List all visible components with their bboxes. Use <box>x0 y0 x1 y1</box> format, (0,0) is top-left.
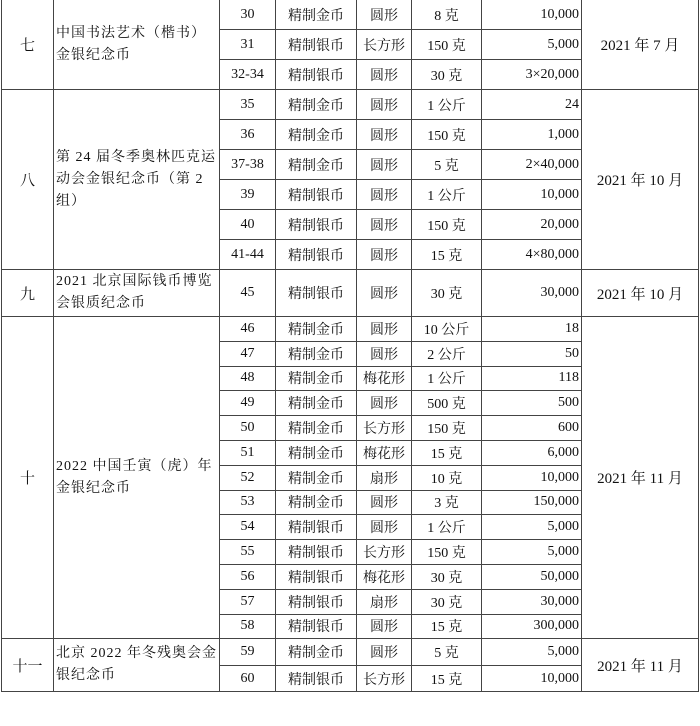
mintage: 1,000 <box>482 120 582 150</box>
coin-quality: 精制金币 <box>276 416 357 441</box>
issue-date: 2021 年 11 月 <box>582 317 699 639</box>
table-row <box>2 317 699 342</box>
issue-date: 2021 年 10 月 <box>582 270 699 317</box>
coin-number: 51 <box>220 440 276 465</box>
coin-shape: 长方形 <box>357 416 412 441</box>
coin-weight: 5 克 <box>412 150 482 180</box>
coin-shape: 圆形 <box>357 317 412 342</box>
table-row <box>2 270 699 317</box>
coin-shape: 圆形 <box>357 490 412 515</box>
coin-number: 55 <box>220 540 276 565</box>
coin-shape: 圆形 <box>357 90 412 120</box>
mintage: 10,000 <box>482 180 582 210</box>
coin-weight: 2 公斤 <box>412 341 482 366</box>
group-number: 七 <box>2 0 54 90</box>
coin-shape: 圆形 <box>357 210 412 240</box>
coin-quality: 精制金币 <box>276 440 357 465</box>
mintage: 18 <box>482 317 582 342</box>
mintage: 118 <box>482 366 582 391</box>
coin-number: 32-34 <box>220 60 276 90</box>
mintage: 50,000 <box>482 564 582 589</box>
mintage: 3×20,000 <box>482 60 582 90</box>
mintage: 5,000 <box>482 639 582 666</box>
coin-number: 53 <box>220 490 276 515</box>
coin-number: 46 <box>220 317 276 342</box>
issue-date: 2021 年 7 月 <box>582 0 699 90</box>
coin-weight: 1 公斤 <box>412 366 482 391</box>
coin-weight: 10 公斤 <box>412 317 482 342</box>
coin-number: 60 <box>220 665 276 692</box>
coin-weight: 3 克 <box>412 490 482 515</box>
mintage: 5,000 <box>482 540 582 565</box>
coin-number: 48 <box>220 366 276 391</box>
coin-weight: 8 克 <box>412 0 482 30</box>
group-number: 九 <box>2 270 54 317</box>
coin-shape: 圆形 <box>357 270 412 317</box>
mintage: 10,000 <box>482 665 582 692</box>
coin-shape: 圆形 <box>357 240 412 270</box>
coin-number: 57 <box>220 589 276 614</box>
coin-number: 39 <box>220 180 276 210</box>
coin-quality: 精制银币 <box>276 60 357 90</box>
coin-number: 40 <box>220 210 276 240</box>
coin-shape: 扇形 <box>357 589 412 614</box>
coin-quality: 精制金币 <box>276 341 357 366</box>
coin-quality: 精制银币 <box>276 30 357 60</box>
coin-number: 59 <box>220 639 276 666</box>
mintage: 10,000 <box>482 465 582 490</box>
coin-number: 37-38 <box>220 150 276 180</box>
coin-quality: 精制银币 <box>276 210 357 240</box>
coin-shape: 圆形 <box>357 180 412 210</box>
coin-quality: 精制银币 <box>276 515 357 540</box>
mintage: 20,000 <box>482 210 582 240</box>
group-number: 八 <box>2 90 54 270</box>
mintage: 4×80,000 <box>482 240 582 270</box>
coin-quality: 精制金币 <box>276 150 357 180</box>
mintage: 600 <box>482 416 582 441</box>
coin-quality: 精制银币 <box>276 540 357 565</box>
coin-weight: 15 克 <box>412 240 482 270</box>
coin-quality: 精制金币 <box>276 639 357 666</box>
table-row <box>2 90 699 120</box>
coin-shape: 圆形 <box>357 341 412 366</box>
project-name: 北京 2022 年冬残奥会金银纪念币 <box>54 639 220 692</box>
issue-date: 2021 年 11 月 <box>582 639 699 692</box>
group-number: 十一 <box>2 639 54 692</box>
coin-shape: 圆形 <box>357 639 412 666</box>
coin-issuance-table <box>1 0 699 692</box>
mintage: 10,000 <box>482 0 582 30</box>
mintage: 30,000 <box>482 270 582 317</box>
coin-shape: 圆形 <box>357 150 412 180</box>
coin-weight: 1 公斤 <box>412 180 482 210</box>
issue-date: 2021 年 10 月 <box>582 90 699 270</box>
coin-shape: 圆形 <box>357 0 412 30</box>
coin-weight: 1 公斤 <box>412 90 482 120</box>
mintage: 150,000 <box>482 490 582 515</box>
coin-quality: 精制金币 <box>276 120 357 150</box>
coin-shape: 梅花形 <box>357 440 412 465</box>
mintage: 5,000 <box>482 30 582 60</box>
coin-number: 54 <box>220 515 276 540</box>
coin-weight: 15 克 <box>412 614 482 639</box>
coin-number: 58 <box>220 614 276 639</box>
coin-number: 50 <box>220 416 276 441</box>
coin-quality: 精制银币 <box>276 564 357 589</box>
coin-number: 47 <box>220 341 276 366</box>
coin-shape: 梅花形 <box>357 366 412 391</box>
coin-quality: 精制银币 <box>276 589 357 614</box>
table-row <box>2 639 699 666</box>
coin-shape: 长方形 <box>357 665 412 692</box>
project-name: 中国书法艺术（楷书）金银纪念币 <box>54 0 220 90</box>
coin-quality: 精制银币 <box>276 270 357 317</box>
coin-shape: 长方形 <box>357 540 412 565</box>
mintage: 30,000 <box>482 589 582 614</box>
mintage: 500 <box>482 391 582 416</box>
coin-shape: 圆形 <box>357 515 412 540</box>
coin-weight: 150 克 <box>412 30 482 60</box>
coin-weight: 15 克 <box>412 665 482 692</box>
coin-number: 30 <box>220 0 276 30</box>
project-name: 第 24 届冬季奥林匹克运动会金银纪念币（第 2 组） <box>54 90 220 270</box>
coin-number: 41-44 <box>220 240 276 270</box>
coin-number: 52 <box>220 465 276 490</box>
coin-weight: 1 公斤 <box>412 515 482 540</box>
table-row <box>2 0 699 30</box>
mintage: 6,000 <box>482 440 582 465</box>
coin-weight: 5 克 <box>412 639 482 666</box>
coin-quality: 精制金币 <box>276 465 357 490</box>
mintage: 5,000 <box>482 515 582 540</box>
coin-quality: 精制金币 <box>276 366 357 391</box>
coin-number: 56 <box>220 564 276 589</box>
coin-weight: 30 克 <box>412 589 482 614</box>
coin-number: 49 <box>220 391 276 416</box>
coin-shape: 圆形 <box>357 120 412 150</box>
coin-weight: 150 克 <box>412 210 482 240</box>
coin-quality: 精制金币 <box>276 90 357 120</box>
coin-quality: 精制银币 <box>276 665 357 692</box>
project-name: 2021 北京国际钱币博览会银质纪念币 <box>54 270 220 317</box>
coin-weight: 150 克 <box>412 120 482 150</box>
coin-weight: 500 克 <box>412 391 482 416</box>
coin-quality: 精制银币 <box>276 240 357 270</box>
coin-shape: 圆形 <box>357 60 412 90</box>
coin-weight: 150 克 <box>412 540 482 565</box>
coin-quality: 精制金币 <box>276 317 357 342</box>
mintage: 2×40,000 <box>482 150 582 180</box>
project-name: 2022 中国壬寅（虎）年金银纪念币 <box>54 317 220 639</box>
group-number: 十 <box>2 317 54 639</box>
coin-number: 45 <box>220 270 276 317</box>
coin-number: 31 <box>220 30 276 60</box>
coin-weight: 10 克 <box>412 465 482 490</box>
coin-number: 35 <box>220 90 276 120</box>
coin-weight: 30 克 <box>412 564 482 589</box>
coin-shape: 圆形 <box>357 614 412 639</box>
coin-quality: 精制银币 <box>276 180 357 210</box>
coin-weight: 150 克 <box>412 416 482 441</box>
coin-weight: 30 克 <box>412 60 482 90</box>
mintage: 24 <box>482 90 582 120</box>
coin-quality: 精制金币 <box>276 391 357 416</box>
coin-shape: 圆形 <box>357 391 412 416</box>
coin-number: 36 <box>220 120 276 150</box>
coin-shape: 长方形 <box>357 30 412 60</box>
coin-weight: 30 克 <box>412 270 482 317</box>
coin-shape: 扇形 <box>357 465 412 490</box>
coin-shape: 梅花形 <box>357 564 412 589</box>
coin-quality: 精制金币 <box>276 490 357 515</box>
coin-weight: 15 克 <box>412 440 482 465</box>
coin-quality: 精制金币 <box>276 0 357 30</box>
mintage: 300,000 <box>482 614 582 639</box>
coin-quality: 精制银币 <box>276 614 357 639</box>
mintage: 50 <box>482 341 582 366</box>
